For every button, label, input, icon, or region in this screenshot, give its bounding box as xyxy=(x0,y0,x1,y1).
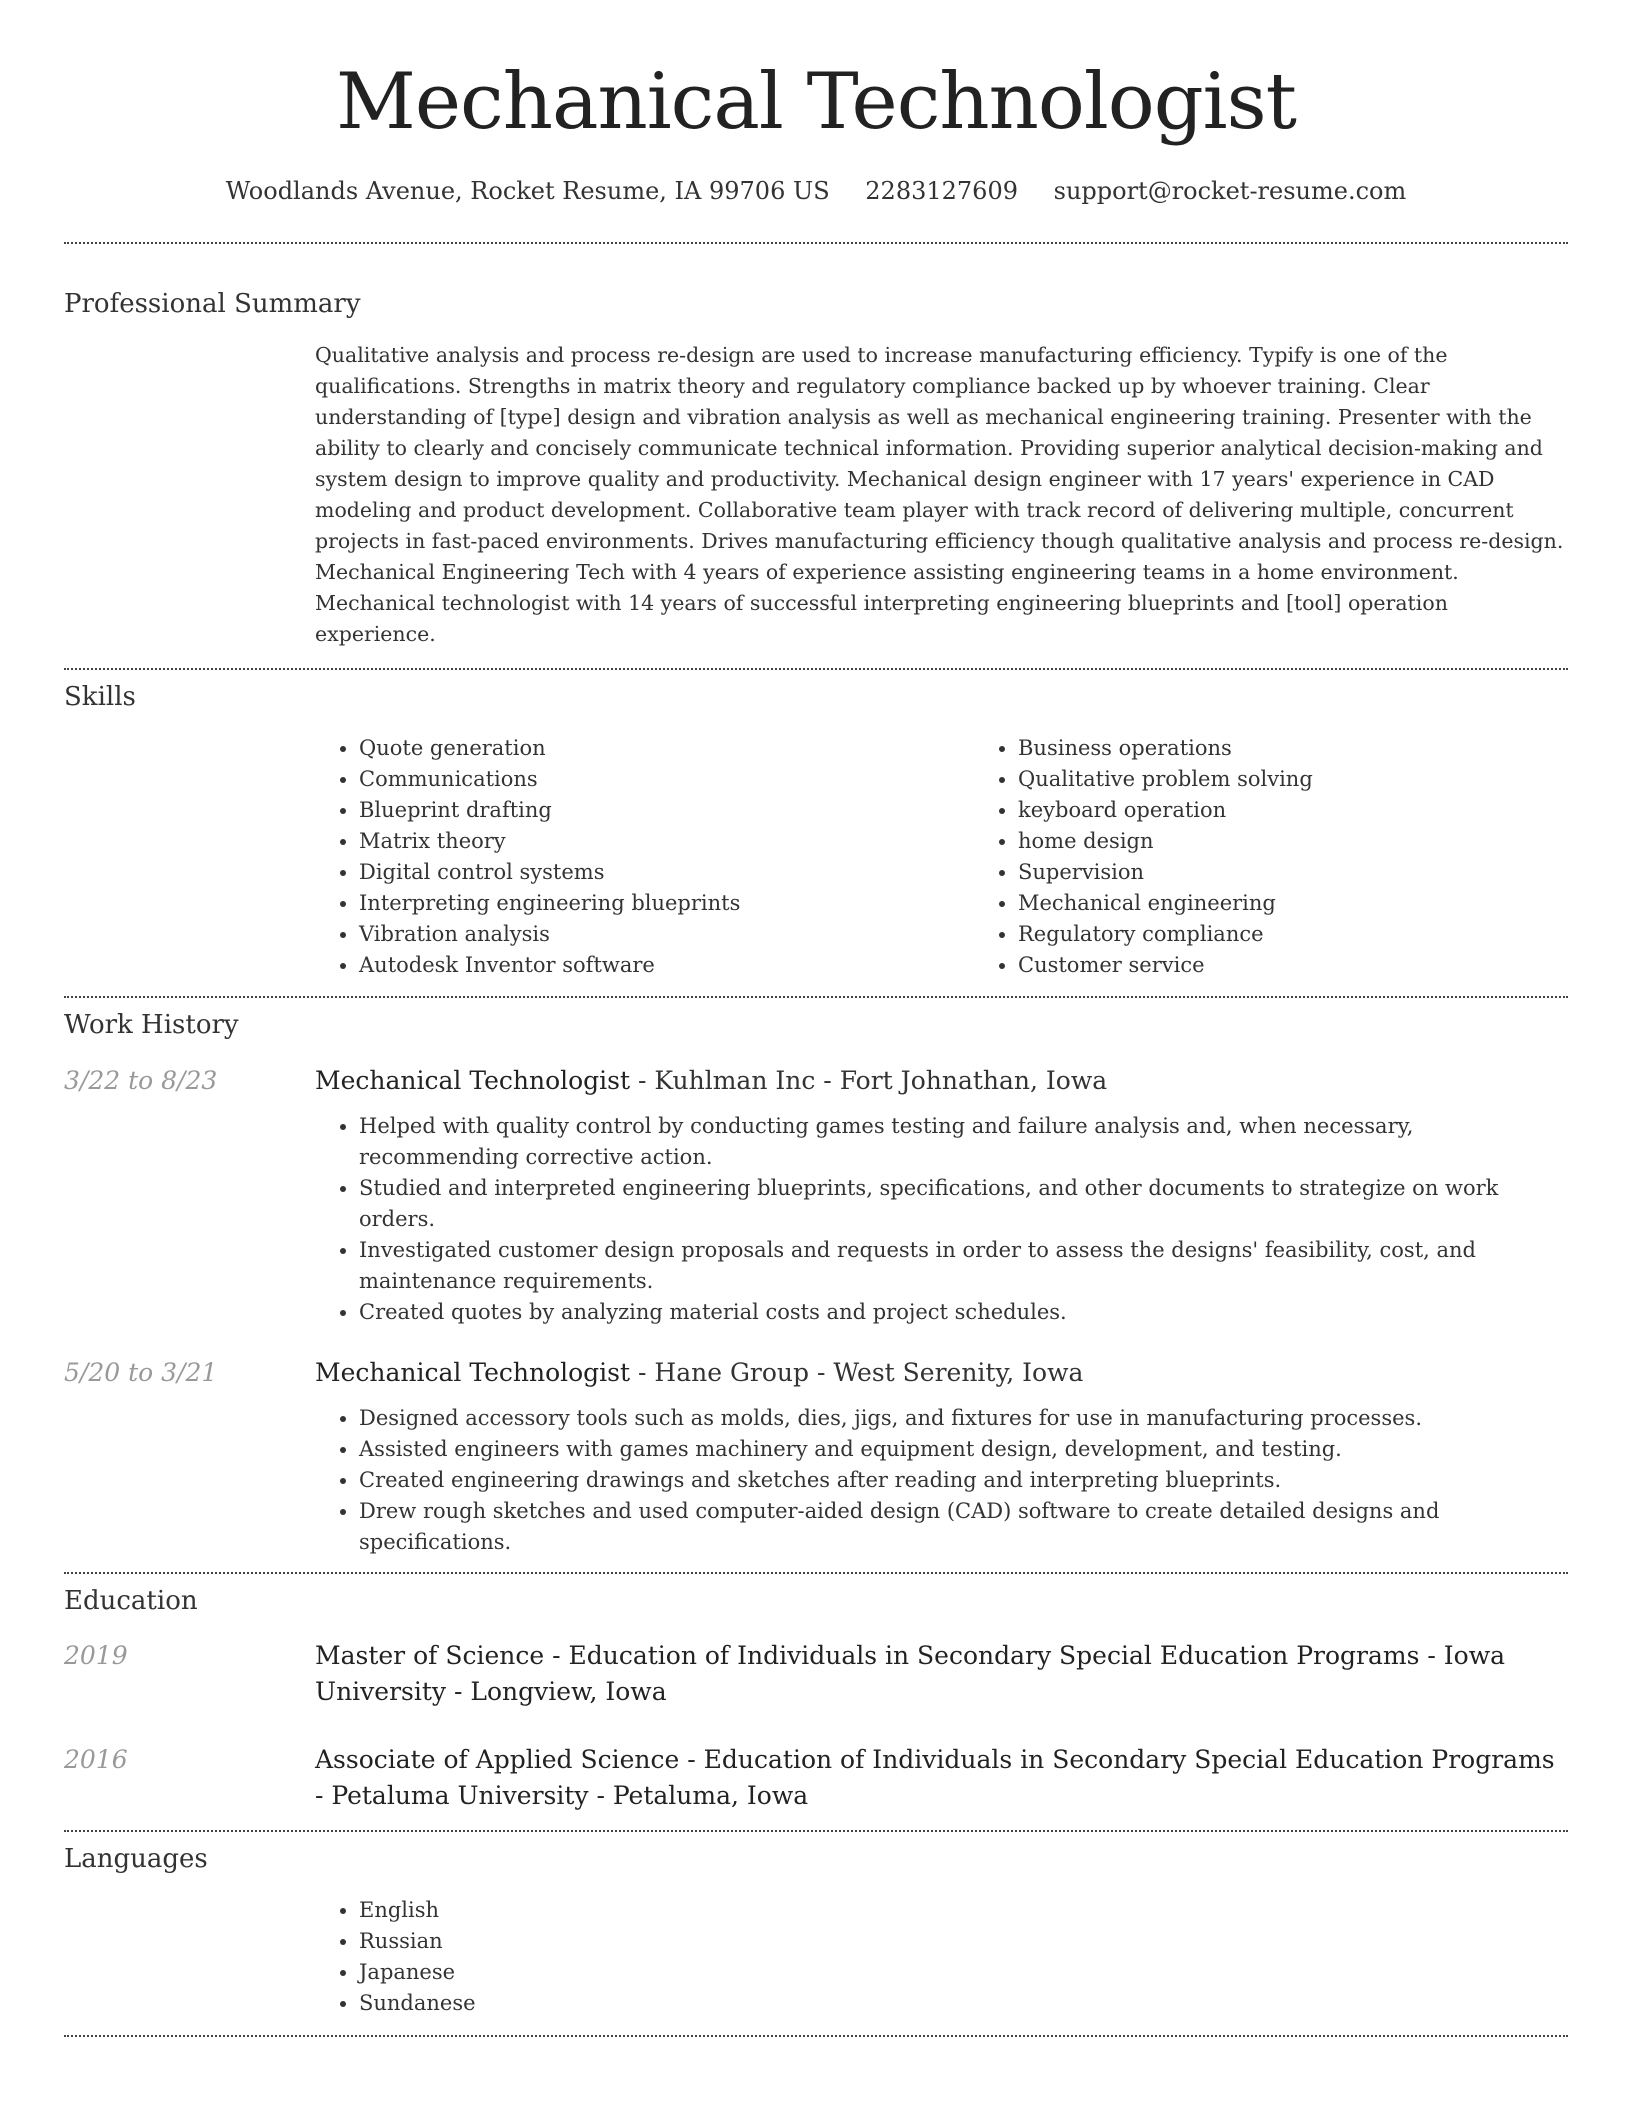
language-item: • Russian xyxy=(359,1926,1568,1957)
skill-item: • Vibration analysis xyxy=(359,919,974,950)
skill-item: • Matrix theory xyxy=(359,826,974,857)
languages-section xyxy=(64,1832,1568,2019)
skill-item: • Qualitative problem solving xyxy=(1018,764,1632,795)
job-role: Mechanical Technologist xyxy=(315,1358,631,1387)
education-section xyxy=(64,1574,1568,1814)
work-history-title: Work History xyxy=(64,1010,239,1040)
contact-phone: 2283127609 xyxy=(865,177,1018,205)
skill-item: • Regulatory compliance xyxy=(1018,919,1632,950)
job-bullet: • Helped with quality control by conducting games testing and failure analysis and, when necessary, recommending corrective action. xyxy=(359,1111,1568,1173)
job-details: - Kuhlman Inc - Fort Johnathan, Iowa xyxy=(630,1066,1108,1095)
job-title xyxy=(315,1063,1568,1099)
skill-item: • Business operations xyxy=(1018,733,1632,764)
skills-list-left xyxy=(315,733,974,981)
languages-title: Languages xyxy=(64,1844,208,1874)
education-entry xyxy=(64,1742,1568,1814)
skill-item: • home design xyxy=(1018,826,1632,857)
skill-item: • Interpreting engineering blueprints xyxy=(359,888,974,919)
skill-item: • Supervision xyxy=(1018,857,1632,888)
divider xyxy=(64,2035,1568,2037)
skills-title: Skills xyxy=(64,682,136,712)
education-year: 2019 xyxy=(64,1641,128,1670)
job-bullet: • Assisted engineers with games machinery and equipment design, development, and testing. xyxy=(359,1434,1568,1465)
contact-address: Woodlands Avenue, Rocket Resume, IA 99706 US xyxy=(225,177,830,205)
work-history-section xyxy=(64,998,1568,1558)
job-dates: 5/20 to 3/21 xyxy=(64,1358,218,1387)
job-dates: 3/22 to 8/23 xyxy=(64,1066,218,1095)
language-item: • Sundanese xyxy=(359,1988,1568,2019)
job-bullets xyxy=(315,1403,1568,1558)
language-item: • Japanese xyxy=(359,1957,1568,1988)
job-bullet: • Created engineering drawings and sketches after reading and interpreting blueprints. xyxy=(359,1465,1568,1496)
education-details: Associate of Applied Science - Education of Individuals in Secondary Special Education Programs - Petaluma University - Petaluma, Iowa xyxy=(315,1745,1555,1810)
contact-email: support@rocket-resume.com xyxy=(1053,177,1407,205)
skill-item: • Blueprint drafting xyxy=(359,795,974,826)
job-bullet: • Created quotes by analyzing material costs and project schedules. xyxy=(359,1297,1568,1328)
skill-item: • keyboard operation xyxy=(1018,795,1632,826)
education-entry xyxy=(64,1638,1568,1710)
skill-item: • Customer service xyxy=(1018,950,1632,981)
skill-item: • Autodesk Inventor software xyxy=(359,950,974,981)
contact-line xyxy=(64,174,1568,208)
summary-title: Professional Summary xyxy=(64,289,361,319)
job-entry xyxy=(64,1355,1568,1558)
skill-item: • Digital control systems xyxy=(359,857,974,888)
education-year: 2016 xyxy=(64,1745,128,1774)
skill-item: • Communications xyxy=(359,764,974,795)
education-details: Master of Science - Education of Individuals in Secondary Special Education Programs - Iowa University - Longview, Iowa xyxy=(315,1641,1506,1706)
job-details: - Hane Group - West Serenity, Iowa xyxy=(630,1358,1084,1387)
job-bullet: • Designed accessory tools such as molds, dies, jigs, and fixtures for use in manufacturing processes. xyxy=(359,1403,1568,1434)
resume-name: Mechanical Technologist xyxy=(336,57,1296,147)
job-bullet: • Investigated customer design proposals and requests in order to assess the designs' feasibility, cost, and maintenance requirements. xyxy=(359,1235,1568,1297)
skills-section xyxy=(64,670,1568,981)
job-entry xyxy=(64,1063,1568,1328)
skill-item: • Quote generation xyxy=(359,733,974,764)
job-bullets xyxy=(315,1111,1568,1328)
skills-list-right xyxy=(974,733,1632,981)
job-title xyxy=(315,1355,1568,1391)
language-item: • English xyxy=(359,1895,1568,1926)
languages-list xyxy=(315,1895,1568,2019)
job-bullet: • Drew rough sketches and used computer-aided design (CAD) software to create detailed designs and specifications. xyxy=(359,1496,1568,1558)
job-role: Mechanical Technologist xyxy=(315,1066,631,1095)
skill-item: • Mechanical engineering xyxy=(1018,888,1632,919)
job-bullet: • Studied and interpreted engineering blueprints, specifications, and other documents to strategize on work orders. xyxy=(359,1173,1568,1235)
summary-section xyxy=(64,244,1568,650)
summary-text: Qualitative analysis and process re-design are used to increase manufacturing efficiency. Typify is one of the qualifications. Strengths in matrix theory and regulatory compliance backed up by whoever training. Clear understanding of [type] design and vibration analysis as well as mechanical engineering training. Presenter with the ability to clearly and concisely communicate technical information. Providing superior analytical decision-making and system design to improve quality and productivity. Mechanical design engineer with 17 years' experience in CAD modeling and product development. Collaborative team player with track record of delivering multiple, concurrent projects in fast-paced environments. Drives manufacturing efficiency though qualitative analysis and process re-design. Mechanical Engineering Tech with 4 years of experience assisting engineering teams in a home environment. Mechanical technologist with 14 years of successful interpreting engineering blueprints and [tool] operation experience. xyxy=(315,343,1564,646)
education-title: Education xyxy=(64,1586,198,1616)
